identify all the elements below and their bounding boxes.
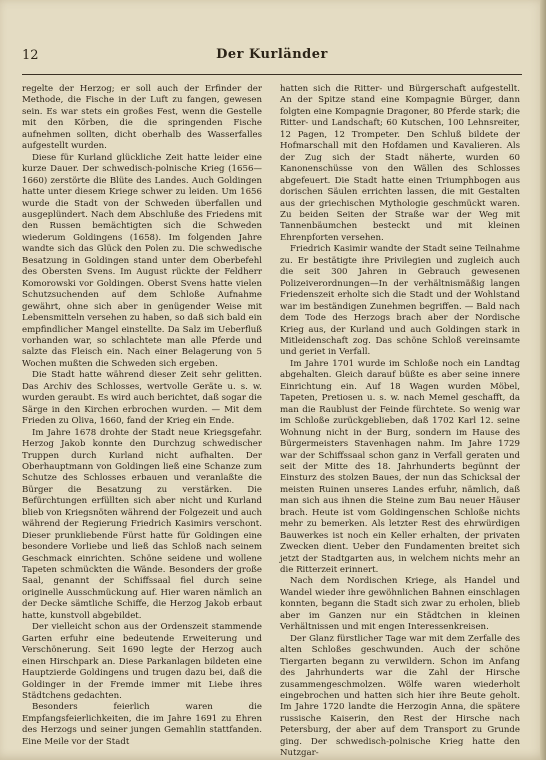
paragraph: regelte der Herzog; er soll auch der Erfinder der Methode, die Fische in der Luft zu fangen, gewesen sein. Es war stets ein großes Fest, wenn die Gestelle mit den Körben, die die springenden Fische aufnehmen sollten, dicht oberhalb des Wasserfalles aufgestellt wurden.: [22, 84, 262, 152]
right-column: [280, 84, 520, 759]
paragraph: Im Jahre 1678 drohte der Stadt neue Kriegsgefahr. Herzog Jakob konnte den Durchzug schwedischer Truppen durch Kurland nicht aufhalten. Der Oberhauptmann von Goldingen ließ eine Schanze zum Schutze des Schlosses erbauen und veranlaßte die Bürger die Besatzung zu verstärken. Die Befürchtungen erfüllten sich aber nicht und Kurland blieb von Kriegsnöten während der Folgezeit und auch während der Regierung Friedrich Kasimirs verschont. Dieser prunkliebende Fürst hatte für Goldingen eine besondere Vorliebe und ließ das Schloß nach seinem Geschmack einrichten. Schöne seidene und wollene Tapeten schmückten die Wände. Besonders der große Saal, genannt der Schiffssaal fiel durch seine originelle Ausschmückung auf. Hier waren nämlich an der Decke sämtliche Schiffe, die Herzog Jakob erbaut hatte, kunstvoll abgebildet.: [22, 427, 262, 621]
left-column: [22, 84, 262, 746]
text-columns: [22, 84, 522, 759]
paragraph: Besonders feierlich waren die Empfangsfeierlichkeiten, die im Jahre 1691 zu Ehren des Herzogs und seiner jungen Gemahlin stattfanden. Eine Meile vor der Stadt: [22, 702, 262, 747]
paragraph: Die Stadt hatte während dieser Zeit sehr gelitten. Das Archiv des Schlosses, wertvolle Geräte u. s. w. wurden geraubt. Es wird auch berichtet, daß sogar die Särge in den Kirchen erbrochen wurden. — Mit dem Frieden zu Oliva, 1660, fand der Krieg ein Ende.: [22, 370, 262, 427]
page-number: 12: [22, 48, 39, 63]
page-edge: [540, 0, 546, 760]
paragraph: Diese für Kurland glückliche Zeit hatte leider eine kurze Dauer. Der schwedisch-polnische Krieg (1656—1660) zerstörte die Blüte des Landes. Auch Goldingen hatte unter diesem Kriege schwer zu leiden. Um 1656 wurde die Stadt von der Schweden überfallen und ausgeplündert. Nach dem Abschluße des Friedens mit den Russen bemächtigten sich die Schweden wiederum Goldingens (1658). Im folgenden Jahre wandte sich das Glück den Polen zu. Die schwedische Besatzung in Goldingen stand unter dem Oberbefehl des Obersten Svens. Im August rückte der Feldherr Komorowski vor Goldingen. Oberst Svens hatte vielen Schutzsuchenden auf dem Schloße Aufnahme gewährt, ohne sich aber in genügender Weise mit Lebensmitteln versehen zu haben, so daß sich bald ein empfindlicher Mangel einstellte. Da Salz im Ueberfluß vorhanden war, so schlachtete man alle Pferde und salzte das Fleisch ein. Nach einer Belagerung von 5 Wochen mußten die Schweden sich ergeben.: [22, 152, 262, 369]
paragraph: Der Glanz fürstlicher Tage war mit dem Zerfalle des alten Schloßes geschwunden. Auch der schöne Tiergarten begann zu verwildern. Schon im Anfang des Jahrhunderts war die Zahl der Hirsche zusammengeschmolzen. Wölfe waren wiederholt eingebrochen und hatten sich hier ihre Beute geholt. Im Jahre 1720 landte die Herzogin Anna, die spätere russische Kaiserin, den Rest der Hirsche nach Petersburg, der aber auf dem Transport zu Grunde ging. Der schwedisch-polnische Krieg hatte den Nutzgar-: [280, 633, 520, 759]
paragraph: Im Jahre 1701 wurde im Schloße noch ein Landtag abgehalten. Gleich darauf büßte es aber seine innere Einrichtung ein. Auf 18 Wagen wurden Möbel, Tapeten, Pretiosen u. s. w. nach Memel geschafft, da man die Raublust der Feinde fürchtete. So wenig war im Schloße zurückgeblieben, daß 1702 Karl 12. seine Wohnung nicht in der Burg, sondern im Hause des Bürgermeisters Stavenhagen nahm. Im Jahre 1729 war der Schiffssaal schon ganz in Verfall geraten und seit der Mitte des 18. Jahrhunderts begünnt der Einsturz des stolzen Baues, der nun das Schicksal der meisten Ruinen unseres Landes erfuhr, nämlich, daß man sich aus ihnen die Steine zum Bau neuer Häuser brach. Heute ist vom Goldingenschen Schloße nichts mehr zu bemerken. Als letzter Rest des ehrwürdigen Bauwerkes ist noch ein Keller erhalten, der privaten Zwecken dient. Ueber den Fundamenten breitet sich jetzt der Stadtgarten aus, in welchem nichts mehr an die Ritterzeit erinnert.: [280, 358, 520, 576]
paragraph: hatten sich die Ritter- und Bürgerschaft aufgestellt. An der Spitze stand eine Kompagnie Bürger, dann folgten eine Kompagnie Dragoner, 80 Pferde stark; die Ritter- und Landschaft; 60 Kutschen, 100 Lehnsreiter, 12 Pagen, 12 Trompeter. Den Schluß bildete der Hofmarschall mit den Hofdamen und Kavalieren. Als der Zug sich der Stadt näherte, wurden 60 Kanonenschüsse von den Wällen des Schlosses abgefeuert. Die Stadt hatte einen Triumphbogen aus dorischen Säulen errichten lassen, die mit Gestalten aus der griechischen Mythologie geschmückt waren. Zu beiden Seiten der Straße war der Weg mit Tannenbäumchen besteckt und mit kleinen Ehrenpforten versehen.: [280, 84, 520, 243]
paragraph: Nach dem Nordischen Kriege, als Handel und Wandel wieder ihre gewöhnlichen Bahnen einschlagen konnten, begann die Stadt sich zwar zu erholen, blieb aber im Ganzen nur ein Städtchen in kleinen Verhältnissen und mit engen Interessenkreisen.: [280, 576, 520, 633]
paragraph: Der vielleicht schon aus der Ordenszeit stammende Garten erfuhr eine bedeutende Erweiterung und Verschönerung. Seit 1690 legte der Herzog auch einen Hirschpark an. Diese Parkanlagen bildeten eine Hauptzierde Goldingens und trugen dazu bei, daß die Goldinger in der Fremde immer mit Liebe ihres Städtchens gedachten.: [22, 622, 262, 702]
running-title: Der Kurländer: [216, 47, 328, 62]
paragraph: Friedrich Kasimir wandte der Stadt seine Teilnahme zu. Er bestätigte ihre Privilegien und zugleich auch die seit 300 Jahren in Gebrauch gewesenen Polizeiverordnungen—In der verhältnismäßig langen Friedenszeit erholte sich die Stadt und der Wohlstand war im beständigen Zunehmen begriffen. — Bald nach dem Tode des Herzogs brach aber der Nordische Krieg aus, der Kurland und auch Goldingen stark in Mitleidenschaft zog. Das schöne Schloß vereinsamte und geriet in Verfall.: [280, 244, 520, 358]
header-rule: [22, 74, 522, 75]
page-header: [22, 44, 522, 66]
